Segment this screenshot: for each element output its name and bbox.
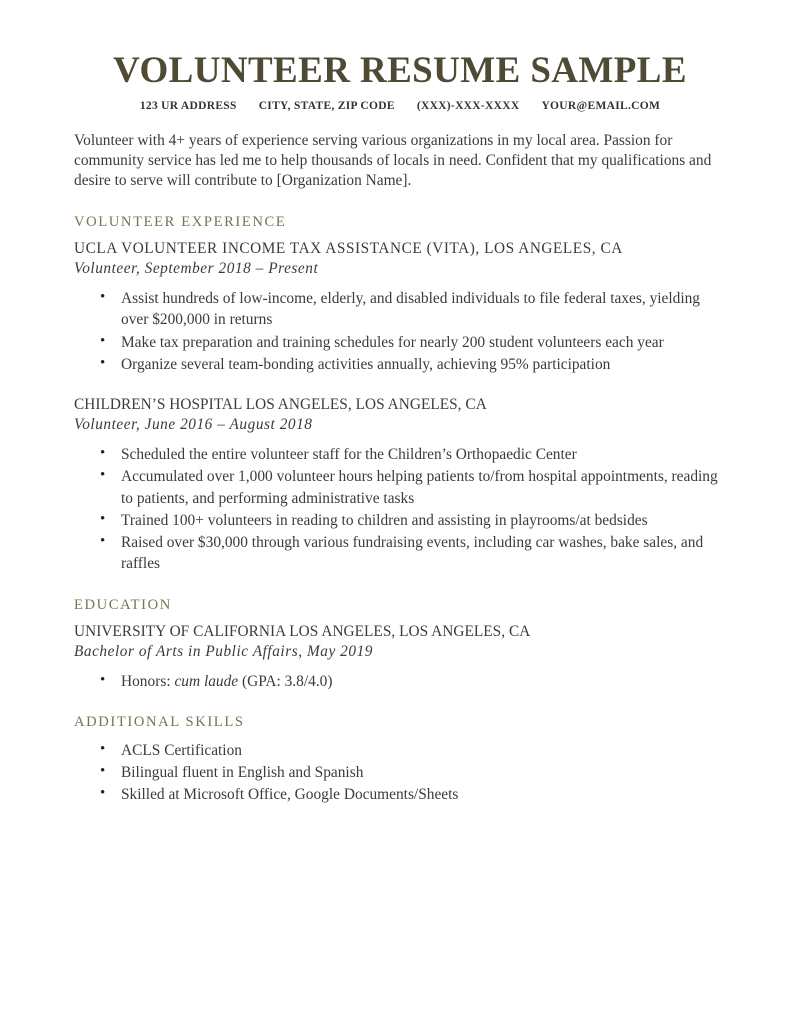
- list-item: • Accumulated over 1,000 volunteer hours helping patients to/from hospital appointments, reading to patients, and performing administrative tasks: [74, 466, 726, 509]
- contact-email: YOUR@EMAIL.COM: [541, 99, 661, 112]
- section-volunteer-experience: [74, 214, 726, 575]
- education-entry: [74, 622, 726, 692]
- contact-address: 123 UR ADDRESS: [139, 99, 237, 112]
- list-item: • Raised over $30,000 through various fundraising events, including car washes, bake sales, and raffles: [74, 532, 726, 575]
- experience-role-dates: Volunteer, June 2016 – August 2018: [74, 416, 313, 434]
- list-item: • Assist hundreds of low-income, elderly, and disabled individuals to file federal taxes, yielding over $200,000 in returns: [74, 288, 726, 331]
- experience-organization: UCLA VOLUNTEER INCOME TAX ASSISTANCE (VITA), LOS ANGELES, CA: [74, 240, 623, 258]
- experience-bullet-list: [74, 444, 726, 575]
- list-item: • Bilingual fluent in English and Spanish: [74, 762, 726, 783]
- education-institution: UNIVERSITY OF CALIFORNIA LOS ANGELES, LOS ANGELES, CA: [74, 623, 531, 641]
- honors-gpa: (GPA: 3.8/4.0): [238, 673, 333, 691]
- resume-header: [74, 0, 726, 114]
- contact-line: [74, 100, 726, 114]
- professional-summary: Volunteer with 4+ years of experience serving various organizations in my local area. Passion for community service has led me to help thousands of locals in need. Confident that my qualifications and desire to serve will contribute to [Organization Name].: [74, 131, 712, 190]
- list-item: • Skilled at Microsoft Office, Google Documents/Sheets: [74, 784, 726, 805]
- resume-content: [74, 0, 726, 807]
- contact-city-state-zip: CITY, STATE, ZIP CODE: [258, 99, 395, 112]
- skills-bullet-list: [74, 740, 726, 806]
- section-heading-experience: VOLUNTEER EXPERIENCE: [74, 213, 287, 230]
- list-item: • ACLS Certification: [74, 740, 726, 761]
- honors-distinction: cum laude: [174, 673, 239, 691]
- education-bullet-list: [74, 671, 726, 692]
- page-title: VOLUNTEER RESUME SAMPLE: [113, 50, 687, 91]
- contact-phone: (XXX)-XXX-XXXX: [416, 99, 520, 112]
- section-heading-education: EDUCATION: [74, 596, 172, 613]
- honors-prefix: Honors:: [121, 673, 175, 691]
- education-degree-date: Bachelor of Arts in Public Affairs, May 2019: [74, 643, 373, 661]
- section-education: [74, 597, 726, 693]
- experience-role-dates: Volunteer, September 2018 – Present: [74, 260, 319, 278]
- section-additional-skills: [74, 714, 726, 805]
- list-item: [74, 671, 726, 692]
- list-item: • Organize several team-bonding activities annually, achieving 95% participation: [74, 354, 726, 375]
- section-heading-skills: ADDITIONAL SKILLS: [74, 714, 245, 731]
- list-item: • Trained 100+ volunteers in reading to children and assisting in playrooms/at bedsides: [74, 510, 726, 531]
- experience-organization: CHILDREN’S HOSPITAL LOS ANGELES, LOS ANGELES, CA: [74, 396, 487, 414]
- experience-entry: [74, 395, 726, 574]
- experience-bullet-list: [74, 288, 726, 375]
- experience-entry: [74, 239, 726, 375]
- list-item: • Make tax preparation and training schedules for nearly 200 student volunteers each year: [74, 332, 726, 353]
- list-item: • Scheduled the entire volunteer staff for the Children’s Orthopaedic Center: [74, 444, 726, 465]
